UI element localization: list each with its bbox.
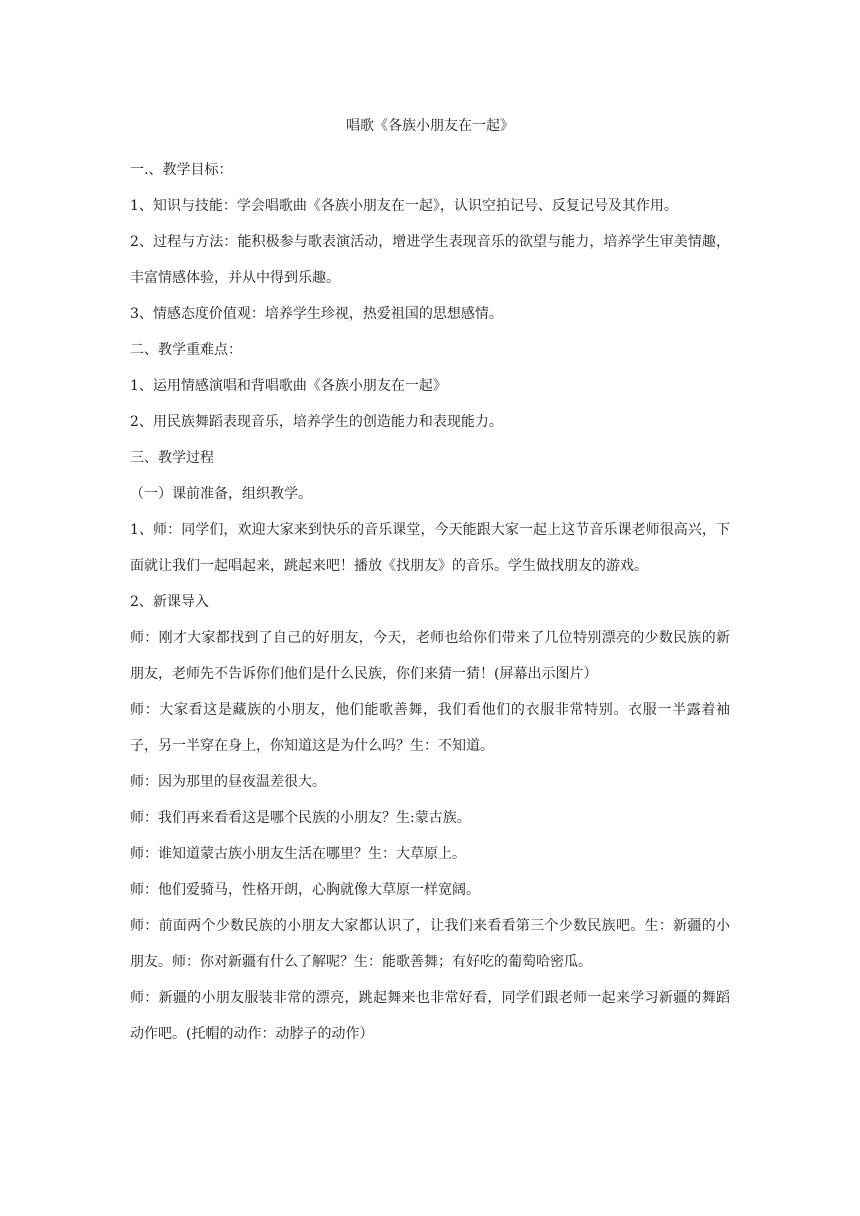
paragraph: 师：刚才大家都找到了自己的好朋友，今天，老师也给你们带来了几位特别漂亮的少数民族的新朋友，老师先不告诉你们他们是什么民族，你们来猜一猜！(屏幕出示图片） <box>130 630 730 682</box>
paragraph: 一.、教学目标： <box>130 162 233 178</box>
paragraph: 师：大家看这是藏族的小朋友，他们能歌善舞，我们看他们的衣服非常特别。衣服一半露着袖子，另一半穿在身上，你知道这是为什么吗？生：不知道。 <box>130 702 730 754</box>
document-title: 唱歌《各族小朋友在一起》 <box>346 118 514 134</box>
paragraph: 三、教学过程 <box>130 450 214 466</box>
paragraph: 3、情感态度价值观：培养学生珍视，热爱祖国的思想感情。 <box>130 306 503 322</box>
paragraph: 2、过程与方法：能积极参与歌表演活动，增进学生表现音乐的欲望与能力，培养学生审美情趣，丰富情感体验，并从中得到乐趣。 <box>130 234 730 286</box>
paragraph: 二、教学重难点： <box>130 342 242 358</box>
paragraph: 师：他们爱骑马，性格开朗，心胸就像大草原一样宽阔。 <box>130 882 480 898</box>
paragraph: 1、师：同学们，欢迎大家来到快乐的音乐课堂，今天能跟大家一起上这节音乐课老师很高兴，下面就让我们一起唱起来，跳起来吧！播放《找朋友》的音乐。学生做找朋友的游戏。 <box>130 522 730 574</box>
paragraph: 1、知识与技能：学会唱歌曲《各族小朋友在一起》，认识空拍记号、反复记号及其作用。 <box>130 198 678 214</box>
paragraph: 师：谁知道蒙古族小朋友生活在哪里？生：大草原上。 <box>130 846 466 862</box>
paragraph: 师：我们再来看看这是哪个民族的小朋友？生:蒙古族。 <box>130 810 471 826</box>
paragraph: 2、用民族舞蹈表现音乐，培养学生的创造能力和表现能力。 <box>130 414 503 430</box>
paragraph: 师：因为那里的昼夜温差很大。 <box>130 774 326 790</box>
paragraph: 2、新课导入 <box>130 594 209 610</box>
paragraph: 1、运用情感演唱和背唱歌曲《各族小朋友在一起》 <box>130 378 447 394</box>
paragraph: 师：前面两个少数民族的小朋友大家都认识了，让我们来看看第三个少数民族吧。生：新疆的小朋友。师：你对新疆有什么了解呢？生：能歌善舞；有好吃的葡萄哈密瓜。 <box>130 918 730 970</box>
document-page <box>130 116 730 1052</box>
paragraph: （一）课前准备，组织教学。 <box>130 486 312 502</box>
paragraph: 师：新疆的小朋友服装非常的漂亮，跳起舞来也非常好看，同学们跟老师一起来学习新疆的舞蹈动作吧。(托帽的动作：动脖子的动作） <box>130 990 730 1042</box>
